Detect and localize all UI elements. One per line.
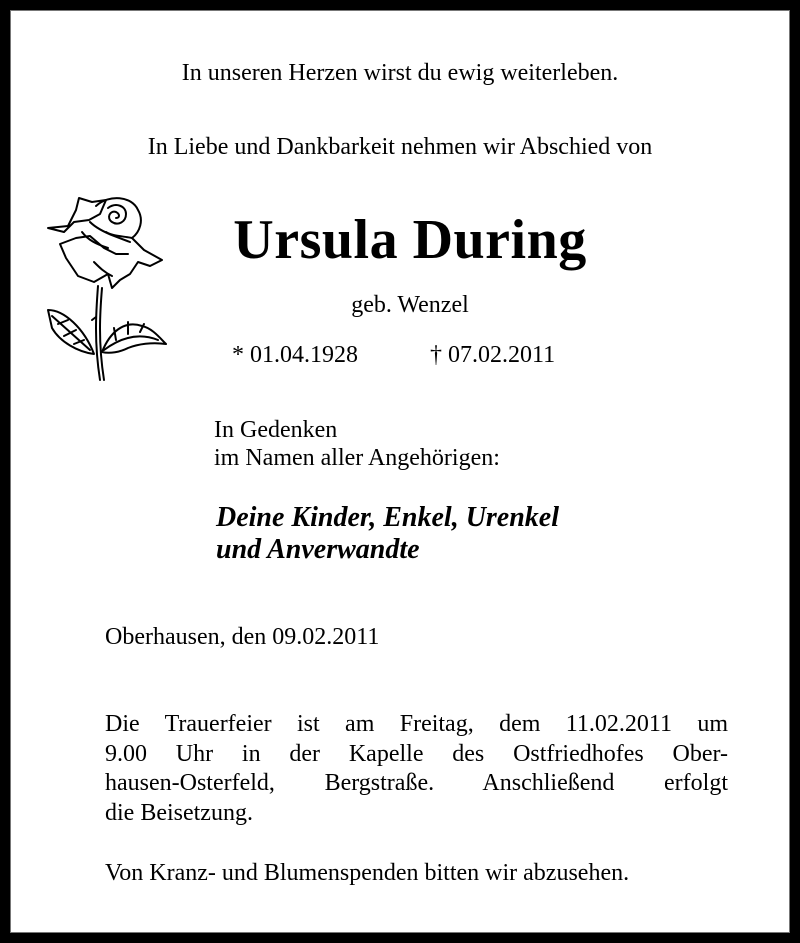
funeral-details <box>105 710 728 828</box>
birth-date: * 01.04.1928 <box>232 342 358 368</box>
farewell-intro: In Liebe und Dankbarkeit nehmen wir Abschied von <box>147 134 653 160</box>
place-date: Oberhausen, den 09.02.2011 <box>105 624 380 650</box>
memory-line: im Namen aller Angehörigen: <box>214 445 500 471</box>
death-date: † 07.02.2011 <box>430 342 556 368</box>
mourners-line: und Anverwandte <box>216 534 420 565</box>
funeral-line: die Beisetzung. <box>105 799 253 826</box>
memory-line: In Gedenken <box>214 417 338 443</box>
memory-block <box>214 416 500 472</box>
funeral-line: Die Trauerfeier ist am Freitag, dem 11.02.2011 um <box>105 711 728 737</box>
maiden-name: geb. Wenzel <box>351 292 469 318</box>
funeral-line: hausen-Osterfeld, Bergstraße. Anschließend erfolgt <box>105 770 728 796</box>
memorial-quote: In unseren Herzen wirst du ewig weiterleben. <box>181 60 619 86</box>
mourners-line: Deine Kinder, Enkel, Urenkel <box>216 502 560 533</box>
rose-icon <box>34 192 169 387</box>
deceased-name: Ursula During <box>233 209 587 271</box>
funeral-line: 9.00 Uhr in der Kapelle des Ostfriedhofes Ober- <box>105 740 728 767</box>
obituary-notice <box>10 10 790 933</box>
flowers-note: Von Kranz- und Blumenspenden bitten wir abzusehen. <box>105 860 630 886</box>
mourners-block <box>216 502 559 566</box>
